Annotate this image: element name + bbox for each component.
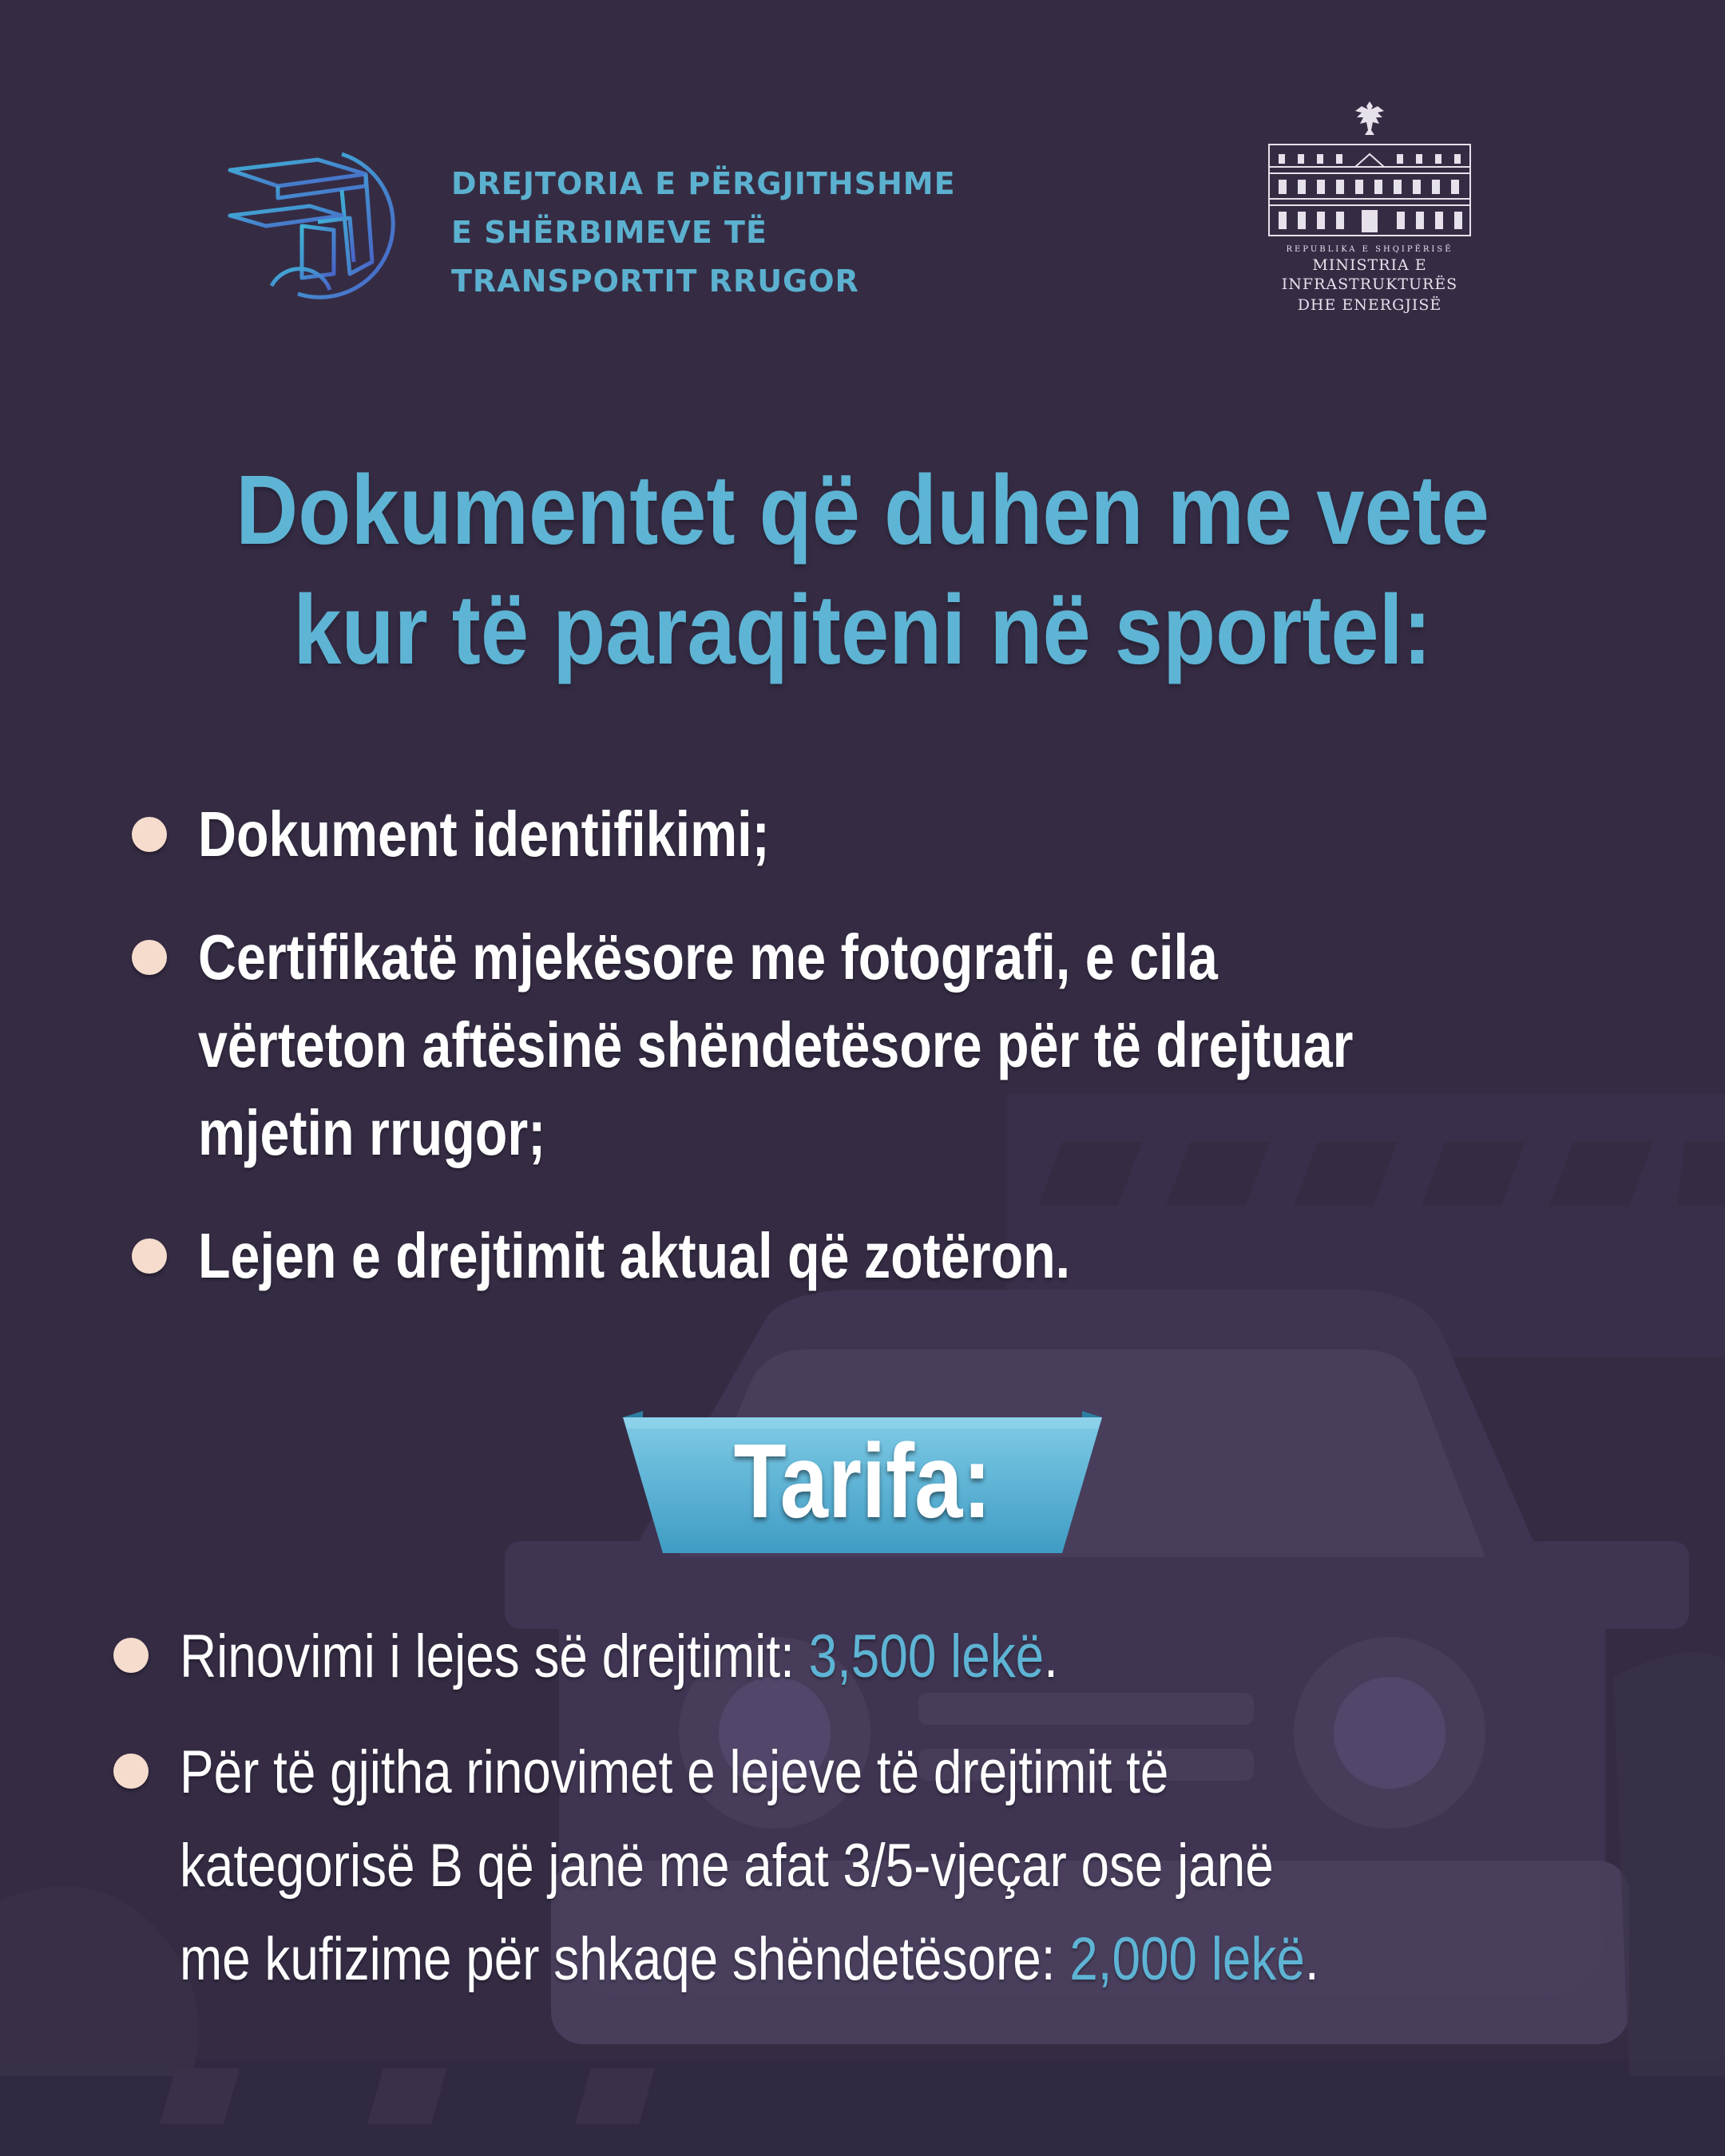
bullet-icon: [132, 940, 167, 975]
org-name-line-3: TRANSPORTIT RRUGOR: [451, 264, 859, 299]
fee-2-line-1: Për të gjitha rinovimet e lejeve të drejtimit të: [180, 1738, 1169, 1806]
list-item: [113, 1726, 1671, 2006]
org-name-line-2: E SHËRBIMEVE TË: [451, 215, 767, 250]
fee-2-label: me kufizime për shkaqe shëndetësore:: [180, 1925, 1070, 1993]
document-item-text: Lejen e drejtimit aktual që zotëron.: [198, 1220, 1071, 1291]
title-line-2: kur të paraqiteni në sportel:: [293, 576, 1432, 685]
fee-2-line-2: kategorisë B që janë me afat 3/5-vjeçar ose janë: [180, 1832, 1274, 1900]
fee-1-end: .: [1044, 1623, 1058, 1690]
ministry-name-line-1: MINISTRIA E INFRASTRUKTURËS: [1281, 256, 1458, 293]
bullet-icon: [132, 1239, 167, 1274]
bullet-icon: [113, 1754, 149, 1789]
ministry-logo: [1222, 100, 1517, 315]
document-item-text: vërteton aftësinë shëndetësore për të drejtuar: [198, 1009, 1354, 1080]
list-item: [113, 1610, 1671, 1703]
tarifa-heading: Tarifa:: [733, 1422, 992, 1540]
documents-list: [132, 791, 1649, 1335]
page-title: [104, 451, 1622, 691]
fee-2-line-3: [180, 1912, 1432, 2006]
list-item: [132, 914, 1649, 1177]
organization-name: [451, 160, 956, 306]
fee-1-label: Rinovimi i lejes së drejtimit:: [180, 1623, 809, 1690]
fee-item-text: [180, 1610, 1432, 1703]
document-item-text: Certifikatë mjekësore me fotografi, e cila: [198, 921, 1218, 993]
republic-label: REPUBLIKA E SHQIPËRISË: [1286, 245, 1453, 254]
ministry-name-line-2: DHE ENERGJISË: [1297, 296, 1442, 314]
title-line-1: Dokumentet që duhen me vete: [236, 456, 1489, 565]
fee-2-end: .: [1304, 1925, 1319, 1993]
dpshtrr-logo-icon: [222, 142, 407, 302]
fees-list: [113, 1610, 1671, 2028]
document-item-text: mjetin rrugor;: [198, 1097, 546, 1168]
bullet-icon: [113, 1638, 149, 1673]
org-name-line-1: DREJTORIA E PËRGJITHSHME: [451, 166, 956, 201]
eagle-emblem-icon: [1354, 100, 1386, 137]
bullet-icon: [132, 817, 167, 852]
document-item-text: Dokument identifikimi;: [198, 799, 770, 870]
list-item: [132, 791, 1649, 878]
fee-2-price: 2,000 lekë: [1069, 1925, 1305, 1993]
list-item: [132, 1212, 1649, 1300]
fee-1-price: 3,500 lekë: [808, 1623, 1045, 1690]
ministry-building-icon: [1267, 143, 1472, 237]
